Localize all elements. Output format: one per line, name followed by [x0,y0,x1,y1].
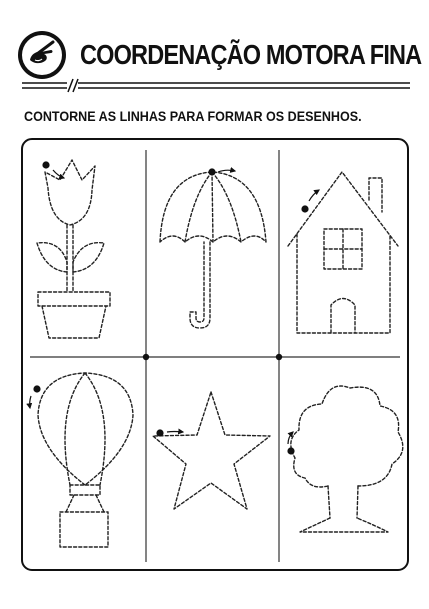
hot-air-balloon-drawing [38,373,133,547]
start-markers [30,162,319,454]
instruction-text: CONTORNE AS LINHAS PARA FORMAR OS DESENHOS. [24,109,362,124]
tree-drawing [291,386,403,532]
star-drawing [153,392,270,509]
tulip-flower-in-pot-drawing [37,160,110,338]
house-drawing [288,172,398,333]
grid-lines [30,150,400,562]
worksheet-frame [22,139,408,570]
umbrella-drawing [160,172,266,328]
page-title: COORDENAÇÃO MOTORA FINA [80,39,422,70]
